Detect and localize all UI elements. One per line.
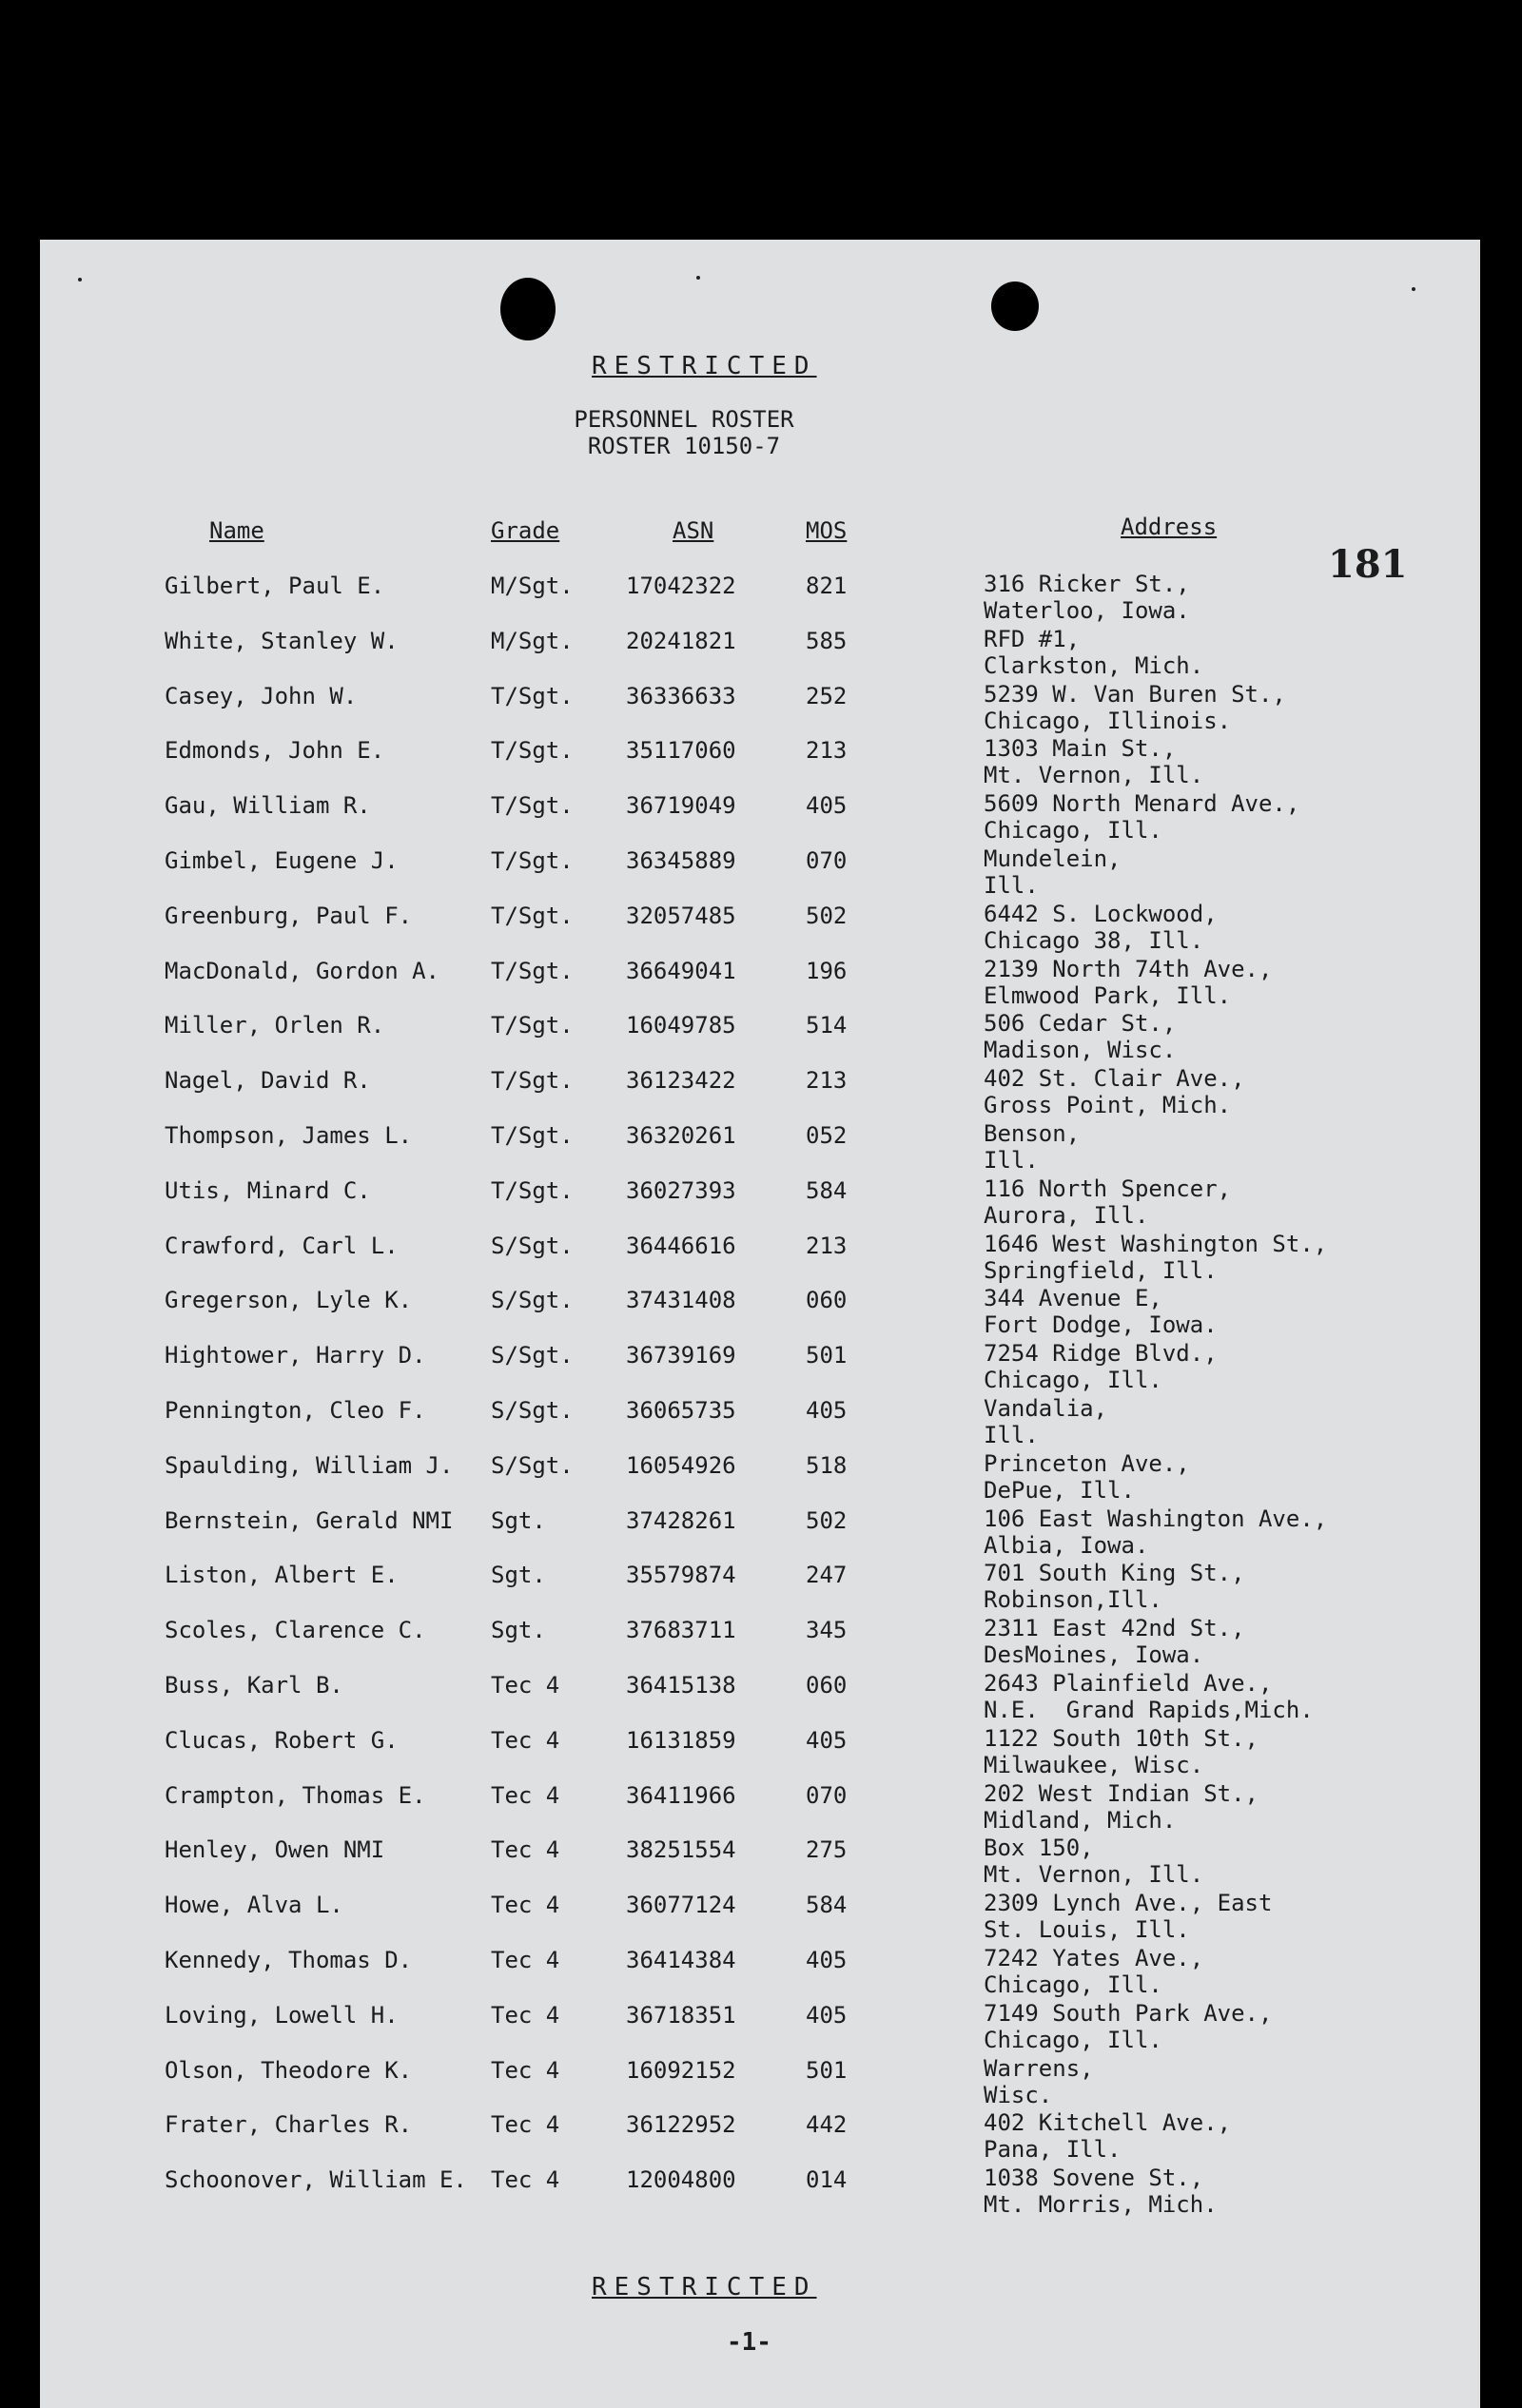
name-cell: Olson, Theodore K.	[165, 2056, 413, 2084]
address-line-2: Ill.	[984, 1422, 1039, 1448]
column-header-name: Name	[209, 517, 264, 544]
mos-cell: 405	[806, 1726, 848, 1754]
address-line-2: Gross Point, Mich.	[984, 1092, 1232, 1119]
address-line-2: Chicago, Ill.	[984, 1367, 1162, 1394]
grade-cell: Tec 4	[491, 1836, 560, 1864]
address-line-2: Albia, Iowa.	[984, 1531, 1149, 1559]
address-line-2: Chicago, Ill.	[984, 1971, 1162, 1998]
address-line-1: 116 North Spencer,	[984, 1175, 1232, 1202]
grade-cell: Sgt.	[491, 1617, 546, 1644]
grade-cell: S/Sgt.	[491, 1342, 574, 1369]
address-line-1: 402 Kitchell Ave.,	[984, 2109, 1232, 2137]
address-line-1: Warrens,	[984, 2054, 1094, 2082]
name-cell: Casey, John W.	[165, 682, 358, 709]
address-line-1: 402 St. Clair Ave.,	[984, 1065, 1245, 1093]
speck	[696, 276, 700, 280]
grade-cell: S/Sgt.	[491, 1397, 574, 1424]
grade-cell: Tec 4	[491, 1947, 560, 1973]
address-line-2: Chicago, Ill.	[984, 817, 1162, 845]
address-line-1: Princeton Ave.,	[984, 1449, 1190, 1477]
name-cell: Gregerson, Lyle K.	[165, 1287, 413, 1314]
address-line-1: 1646 West Washington St.,	[984, 1230, 1328, 1257]
mos-cell: 585	[806, 627, 848, 654]
asn-cell: 35117060	[626, 737, 736, 765]
address-line-1: 2139 North 74th Ave.,	[984, 955, 1273, 982]
table-row	[40, 1892, 1480, 1947]
asn-cell: 37431408	[626, 1287, 736, 1314]
grade-cell: T/Sgt.	[491, 847, 574, 874]
grade-cell: Tec 4	[491, 1726, 560, 1754]
asn-cell: 36411966	[626, 1781, 736, 1809]
address-line-1: 1038 Sovene St.,	[984, 2165, 1204, 2192]
address-line-1: 5239 W. Van Buren St.,	[984, 680, 1286, 708]
asn-cell: 36320261	[626, 1122, 736, 1149]
address-line-2: Ill.	[984, 872, 1039, 899]
address-line-1: 106 East Washington Ave.,	[984, 1505, 1328, 1532]
address-line-1: 6442 S. Lockwood,	[984, 900, 1218, 927]
asn-cell: 12004800	[626, 2166, 736, 2194]
name-cell: White, Stanley W.	[165, 627, 399, 654]
table-row	[40, 1449, 1480, 1507]
mos-cell: 014	[806, 2166, 848, 2194]
address-line-1: 506 Cedar St.,	[984, 1010, 1177, 1038]
address-line-2: Waterloo, Iowa.	[984, 597, 1190, 624]
mos-cell: 405	[806, 2001, 848, 2029]
table-row	[40, 1779, 1480, 1837]
name-cell: Scoles, Clarence C.	[165, 1617, 426, 1644]
address-line-2: Chicago 38, Ill.	[984, 926, 1204, 954]
address-line-2: DesMoines, Iowa.	[984, 1641, 1204, 1669]
table-row	[40, 955, 1480, 1013]
mos-cell: 060	[806, 1672, 848, 1699]
mos-cell: 821	[806, 573, 848, 599]
asn-cell: 36739169	[626, 1342, 736, 1369]
grade-cell: Tec 4	[491, 1672, 560, 1699]
mos-cell: 442	[806, 2111, 848, 2139]
address-line-2: Wisc.	[984, 2081, 1053, 2108]
name-cell: Greenburg, Paul F.	[165, 902, 413, 929]
address-line-1: 701 South King St.,	[984, 1560, 1245, 1587]
name-cell: Crawford, Carl L.	[165, 1232, 399, 1259]
asn-cell: 36027393	[626, 1176, 736, 1204]
grade-cell: T/Sgt.	[491, 1122, 574, 1149]
grade-cell: S/Sgt.	[491, 1287, 574, 1314]
name-cell: Henley, Owen NMI	[165, 1836, 385, 1864]
address-line-2: Chicago, Illinois.	[984, 707, 1232, 734]
mos-cell: 070	[806, 1781, 848, 1809]
address-line-2: Midland, Mich.	[984, 1806, 1177, 1834]
name-cell: MacDonald, Gordon A.	[165, 957, 439, 984]
address-line-1: 7242 Yates Ave.,	[984, 1945, 1204, 1971]
table-row	[40, 2166, 1480, 2222]
name-cell: Edmonds, John E.	[165, 737, 385, 765]
address-line-1: 5609 North Menard Ave.,	[984, 790, 1300, 818]
asn-cell: 20241821	[626, 627, 736, 654]
address-line-2: Fort Dodge, Iowa.	[984, 1311, 1218, 1339]
name-cell: Spaulding, William J.	[165, 1451, 454, 1479]
table-row	[40, 1724, 1480, 1782]
address-line-2: Chicago, Ill.	[984, 2026, 1162, 2053]
asn-cell: 36718351	[626, 2001, 736, 2029]
address-line-1: 202 West Indian St.,	[984, 1779, 1259, 1807]
grade-cell: T/Sgt.	[491, 792, 574, 820]
asn-cell: 36414384	[626, 1947, 736, 1973]
mos-cell: 213	[806, 1232, 848, 1259]
grade-cell: T/Sgt.	[491, 902, 574, 929]
speck	[78, 278, 82, 282]
table-row	[40, 1617, 1480, 1672]
mos-cell: 501	[806, 1342, 848, 1369]
address-line-1: Benson,	[984, 1120, 1081, 1147]
table-row	[40, 1836, 1480, 1892]
address-line-2: DePue, Ill.	[984, 1476, 1135, 1504]
address-line-1: 1303 Main St.,	[984, 735, 1177, 763]
table-row	[40, 625, 1480, 683]
address-line-2: Robinson,Ill.	[984, 1586, 1162, 1614]
table-row	[40, 900, 1480, 958]
asn-cell: 36415138	[626, 1672, 736, 1699]
asn-cell: 35579874	[626, 1562, 736, 1589]
asn-cell: 36065735	[626, 1397, 736, 1424]
name-cell: Thompson, James L.	[165, 1122, 413, 1149]
mos-cell: 275	[806, 1836, 848, 1864]
classification-footer: RESTRICTED	[592, 2273, 817, 2301]
address-line-1: Mundelein,	[984, 845, 1122, 872]
address-line-2: Pana, Ill.	[984, 2136, 1122, 2164]
asn-cell: 36446616	[626, 1232, 736, 1259]
address-line-1: 7254 Ridge Blvd.,	[984, 1340, 1218, 1368]
mos-cell: 405	[806, 792, 848, 820]
asn-cell: 32057485	[626, 902, 736, 929]
mos-cell: 514	[806, 1012, 848, 1039]
address-line-2: Aurora, Ill.	[984, 1201, 1149, 1229]
grade-cell: T/Sgt.	[491, 1176, 574, 1204]
asn-cell: 36123422	[626, 1067, 736, 1095]
table-row	[40, 1999, 1480, 2057]
address-line-2: Mt. Morris, Mich.	[984, 2191, 1218, 2219]
name-cell: Crampton, Thomas E.	[165, 1781, 426, 1809]
mos-cell: 345	[806, 1617, 848, 1644]
asn-cell: 36345889	[626, 847, 736, 874]
mos-cell: 584	[806, 1892, 848, 1919]
address-line-2: Elmwood Park, Ill.	[984, 981, 1232, 1009]
name-cell: Hightower, Harry D.	[165, 1342, 426, 1369]
name-cell: Gimbel, Eugene J.	[165, 847, 399, 874]
name-cell: Miller, Orlen R.	[165, 1012, 385, 1039]
address-line-2: Mt. Vernon, Ill.	[984, 1861, 1204, 1889]
address-line-2: Madison, Wisc.	[984, 1037, 1177, 1064]
table-row	[40, 2054, 1480, 2112]
grade-cell: M/Sgt.	[491, 573, 574, 599]
name-cell: Gau, William R.	[165, 792, 371, 820]
asn-cell: 36649041	[626, 957, 736, 984]
table-row	[40, 1122, 1480, 1177]
grade-cell: Tec 4	[491, 1781, 560, 1809]
address-line-1: 2311 East 42nd St.,	[984, 1615, 1245, 1642]
classification-header: RESTRICTED	[592, 352, 817, 380]
asn-cell: 38251554	[626, 1836, 736, 1864]
table-row	[40, 1012, 1480, 1067]
mos-cell: 501	[806, 2056, 848, 2084]
name-cell: Clucas, Robert G.	[165, 1726, 399, 1754]
grade-cell: Tec 4	[491, 1892, 560, 1919]
grade-cell: Sgt.	[491, 1506, 546, 1534]
table-row	[40, 1230, 1480, 1288]
address-line-2: St. Louis, Ill.	[984, 1916, 1190, 1944]
grade-cell: T/Sgt.	[491, 1067, 574, 1095]
name-cell: Howe, Alva L.	[165, 1892, 343, 1919]
asn-cell: 36336633	[626, 682, 736, 709]
table-row	[40, 1287, 1480, 1342]
table-row	[40, 1177, 1480, 1233]
punch-hole	[500, 278, 556, 340]
asn-cell: 37428261	[626, 1506, 736, 1534]
asn-cell: 16131859	[626, 1726, 736, 1754]
name-cell: Utis, Minard C.	[165, 1176, 371, 1204]
address-line-1: 2643 Plainfield Ave.,	[984, 1670, 1273, 1697]
address-line-2: Springfield, Ill.	[984, 1256, 1218, 1284]
grade-cell: M/Sgt.	[491, 627, 574, 654]
address-line-1: Vandalia,	[984, 1395, 1108, 1422]
table-row	[40, 1507, 1480, 1563]
asn-cell: 16054926	[626, 1451, 736, 1479]
mos-cell: 405	[806, 1397, 848, 1424]
column-header-mos: MOS	[806, 517, 848, 544]
mos-cell: 502	[806, 1506, 848, 1534]
grade-cell: T/Sgt.	[491, 737, 574, 765]
mos-cell: 518	[806, 1451, 848, 1479]
name-cell: Liston, Albert E.	[165, 1562, 399, 1589]
asn-cell: 36077124	[626, 1892, 736, 1919]
mos-cell: 405	[806, 1947, 848, 1973]
punch-hole	[991, 282, 1039, 331]
roster-number: ROSTER 10150-7	[587, 433, 781, 459]
name-cell: Frater, Charles R.	[165, 2111, 413, 2139]
asn-cell: 16049785	[626, 1012, 736, 1039]
mos-cell: 247	[806, 1562, 848, 1589]
table-row	[40, 1672, 1480, 1727]
speck	[1412, 287, 1415, 291]
mos-cell: 252	[806, 682, 848, 709]
asn-cell: 17042322	[626, 573, 736, 599]
mos-cell: 196	[806, 957, 848, 984]
page-number: -1-	[727, 2328, 771, 2357]
table-row	[40, 792, 1480, 847]
address-line-1: 316 Ricker St.,	[984, 571, 1190, 597]
grade-cell: S/Sgt.	[491, 1451, 574, 1479]
table-row	[40, 737, 1480, 792]
table-row	[40, 680, 1480, 738]
address-line-1: 344 Avenue E,	[984, 1285, 1162, 1312]
name-cell: Buss, Karl B.	[165, 1672, 343, 1699]
grade-cell: Sgt.	[491, 1562, 546, 1589]
document-title: PERSONNEL ROSTER	[574, 406, 794, 433]
address-line-2: N.E. Grand Rapids,Mich.	[984, 1697, 1314, 1723]
grade-cell: Tec 4	[491, 2166, 560, 2194]
grade-cell: Tec 4	[491, 2056, 560, 2084]
address-line-2: Clarkston, Mich.	[984, 651, 1204, 679]
table-row	[40, 573, 1480, 628]
address-line-2: Mt. Vernon, Ill.	[984, 762, 1204, 789]
roster-page	[40, 240, 1480, 2408]
address-line-1: 1122 South 10th St.,	[984, 1724, 1259, 1752]
address-line-1: 2309 Lynch Ave., East	[984, 1890, 1273, 1917]
grade-cell: S/Sgt.	[491, 1232, 574, 1259]
address-line-1: 7149 South Park Ave.,	[984, 1999, 1273, 2027]
column-header-grade: Grade	[491, 517, 560, 544]
asn-cell: 36122952	[626, 2111, 736, 2139]
mos-cell: 502	[806, 902, 848, 929]
name-cell: Bernstein, Gerald NMI	[165, 1506, 454, 1534]
table-row	[40, 1947, 1480, 2002]
mos-cell: 584	[806, 1176, 848, 1204]
name-cell: Loving, Lowell H.	[165, 2001, 399, 2029]
table-row	[40, 1342, 1480, 1397]
mos-cell: 213	[806, 737, 848, 765]
grade-cell: T/Sgt.	[491, 682, 574, 709]
asn-cell: 36719049	[626, 792, 736, 820]
table-row	[40, 1562, 1480, 1617]
name-cell: Nagel, David R.	[165, 1067, 371, 1095]
asn-cell: 37683711	[626, 1617, 736, 1644]
table-row	[40, 847, 1480, 903]
grade-cell: T/Sgt.	[491, 957, 574, 984]
address-line-2: Milwaukee, Wisc.	[984, 1751, 1204, 1778]
mos-cell: 052	[806, 1122, 848, 1149]
page-stamp: 181	[1328, 542, 1408, 587]
name-cell: Kennedy, Thomas D.	[165, 1947, 413, 1973]
column-header-asn: ASN	[673, 517, 714, 544]
grade-cell: T/Sgt.	[491, 1012, 574, 1039]
table-row	[40, 1067, 1480, 1122]
name-cell: Gilbert, Paul E.	[165, 573, 385, 599]
mos-cell: 060	[806, 1287, 848, 1314]
asn-cell: 16092152	[626, 2056, 736, 2084]
name-cell: Schoonover, William E.	[165, 2166, 467, 2194]
table-row	[40, 1397, 1480, 1452]
column-header-address: Address	[1121, 514, 1218, 540]
address-line-1: RFD #1,	[984, 625, 1081, 652]
grade-cell: Tec 4	[491, 2001, 560, 2029]
grade-cell: Tec 4	[491, 2111, 560, 2139]
table-row	[40, 2111, 1480, 2166]
address-line-2: Ill.	[984, 1147, 1039, 1174]
name-cell: Pennington, Cleo F.	[165, 1397, 426, 1424]
address-line-1: Box 150,	[984, 1835, 1094, 1862]
mos-cell: 070	[806, 847, 848, 874]
mos-cell: 213	[806, 1067, 848, 1095]
